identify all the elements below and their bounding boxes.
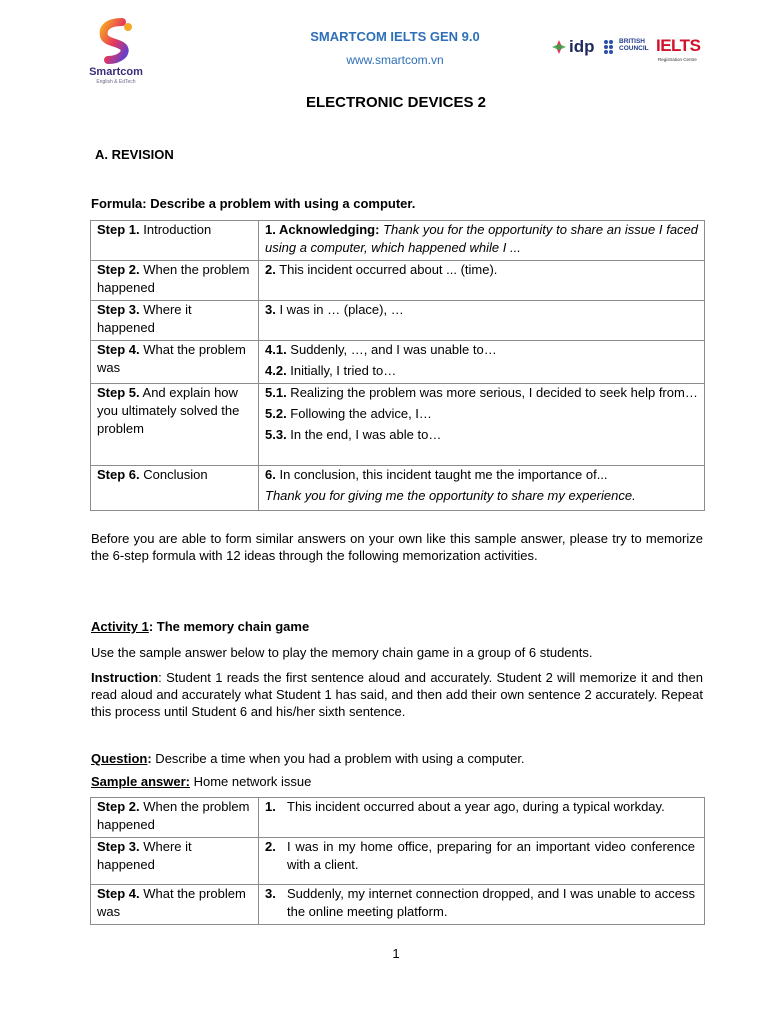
table-row — [91, 261, 705, 301]
brand-tagline: English & EdTech — [96, 79, 136, 85]
content-cell: 2. I was in my home office, preparing for an important video conference with a client. — [259, 838, 705, 885]
section-heading: A. REVISION — [95, 147, 174, 162]
page-number: 1 — [392, 946, 400, 961]
sample-answer-line: Sample answer: Home network issue — [91, 774, 312, 789]
content-cell: 2. This incident occurred about ... (time). — [259, 261, 705, 301]
idp-logo-text: idp — [569, 37, 595, 56]
step-cell: Step 2. When the problem happened — [91, 261, 259, 301]
header-website-link[interactable]: www.smartcom.vn — [346, 53, 444, 67]
table-row — [91, 341, 705, 384]
content-cell: 1. This incident occurred about a year ago, during a typical workday. — [259, 798, 705, 838]
partner-logos — [551, 37, 711, 67]
brand-name: Smartcom — [89, 66, 143, 78]
ielts-logo-subtext: Registration Centre — [658, 57, 697, 62]
formula-heading: Formula: Describe a problem with using a computer. — [91, 196, 416, 211]
ielts-logo-text: IELTS — [656, 36, 701, 55]
step-cell: Step 2. When the problem happened — [91, 798, 259, 838]
content-cell: 3. Suddenly, my internet connection dropped, and I was unable to access the online meeting platform. — [259, 885, 705, 925]
step-cell: Step 3. Where it happened — [91, 838, 259, 885]
formula-table — [90, 220, 705, 511]
british-council-mark-icon — [603, 39, 617, 55]
content-cell: 6. In conclusion, this incident taught me the importance of... Thank you for giving me the opportunity to share my experience. — [259, 466, 705, 511]
table-row — [91, 221, 705, 261]
sample-answer-table — [90, 797, 705, 925]
step-cell: Step 3. Where it happened — [91, 301, 259, 341]
intro-paragraph: Before you are able to form similar answers on your own like this sample answer, please try to memorize the 6-step formula with 12 ideas through the following memorization activities. — [91, 531, 703, 563]
activity-instruction: Instruction: Student 1 reads the first sentence aloud and accurately. Student 2 will memorize it and then read aloud and accurately what Student 1 has said, and then add their own sentence 2 accurately. Repeat this process until Student 6 and his/her sixth sentence. — [91, 670, 703, 719]
activity-heading: Activity 1: The memory chain game — [91, 619, 310, 634]
content-cell: 5.1. Realizing the problem was more serious, I decided to seek help from… 5.2. Following the advice, I… 5.3. In the end, I was able to… — [259, 384, 705, 466]
table-row — [91, 466, 705, 511]
step-cell: Step 5. And explain how you ultimately solved the problem — [91, 384, 259, 466]
header-title: SMARTCOM IELTS GEN 9.0 — [310, 29, 480, 44]
table-row — [91, 301, 705, 341]
british-council-logo-text: BRITISH COUNCIL — [619, 38, 649, 52]
step-cell: Step 6. Conclusion — [91, 466, 259, 511]
activity-instruction-line: Use the sample answer below to play the memory chain game in a group of 6 students. — [91, 645, 593, 660]
smartcom-logo — [78, 18, 154, 90]
document-title: ELECTRONIC DEVICES 2 — [305, 94, 487, 111]
table-row — [91, 798, 705, 838]
step-cell: Step 1. Introduction — [91, 221, 259, 261]
table-row — [91, 885, 705, 925]
table-row — [91, 838, 705, 885]
table-row — [91, 384, 705, 466]
step-cell: Step 4. What the problem was — [91, 885, 259, 925]
content-cell: 1. Acknowledging: Thank you for the opportunity to share an issue I faced using a computer, which happened while I ... — [259, 221, 705, 261]
question-line: Question: Describe a time when you had a problem with using a computer. — [91, 751, 525, 766]
content-cell: 4.1. Suddenly, …, and I was unable to… 4.2. Initially, I tried to… — [259, 341, 705, 384]
idp-mark-icon — [551, 39, 567, 55]
content-cell: 3. I was in … (place), … — [259, 301, 705, 341]
step-cell: Step 4. What the problem was — [91, 341, 259, 384]
smartcom-logo-icon — [90, 18, 142, 64]
